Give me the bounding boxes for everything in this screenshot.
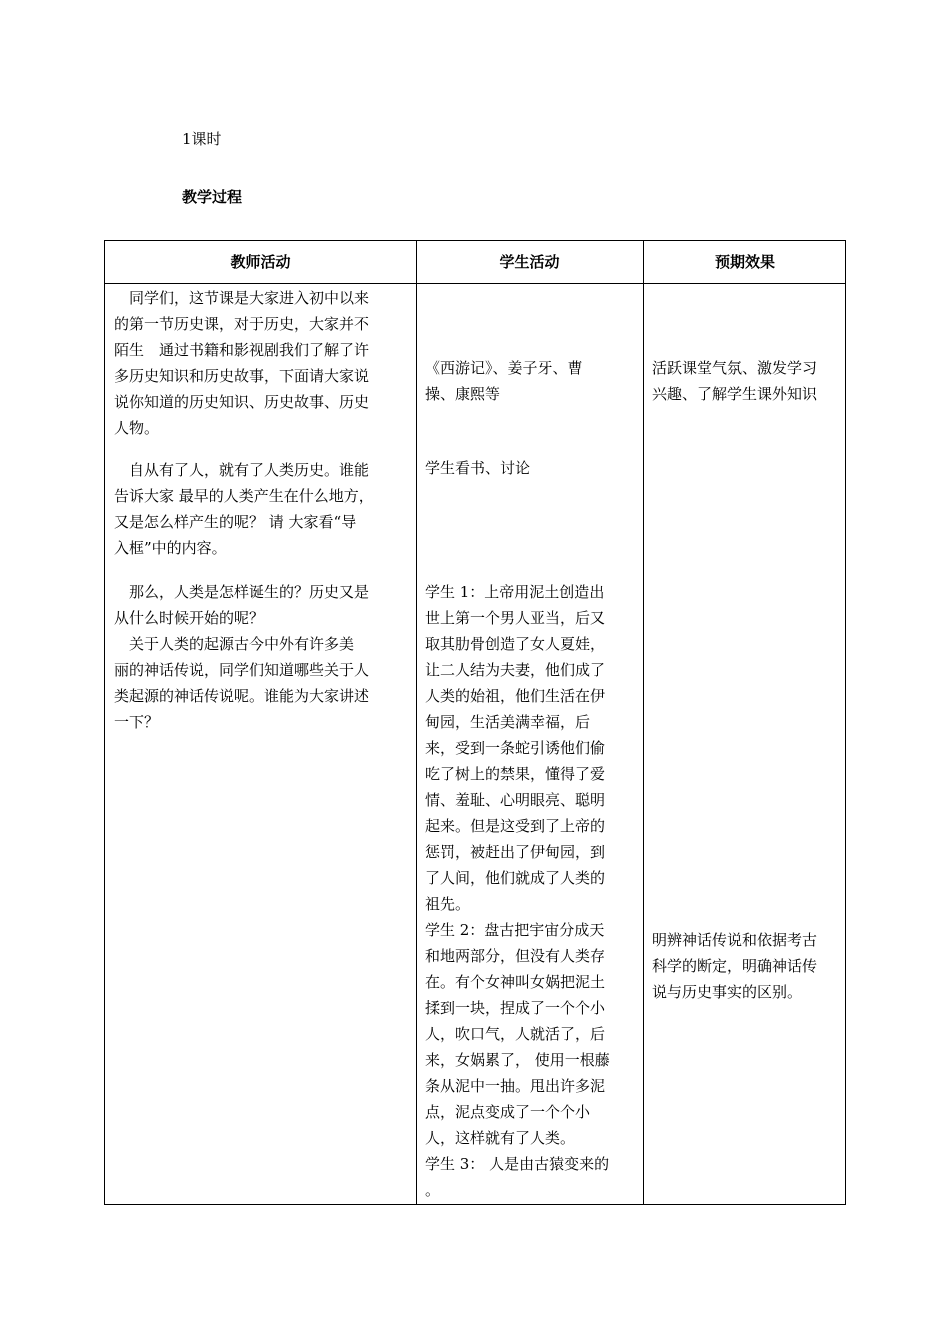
text-line: 了人间，他们就成了人类的 <box>425 869 606 887</box>
text-line: 明辨神话传说和依据考古 <box>652 931 818 949</box>
text-line: 来，女娲累了， 使用一根藤 <box>425 1051 610 1069</box>
header-divider <box>105 283 845 284</box>
text-line: 一下？ <box>114 713 160 731</box>
text-line: 同学们，这节课是大家进入初中以来 <box>114 289 370 307</box>
text-line: 自从有了人，就有了人类历史。谁能 <box>114 461 370 479</box>
text-line: 又是怎么样产生的呢？ 请 大家看“导 <box>114 513 357 531</box>
class-hours: 1课时 <box>182 130 222 148</box>
column-divider <box>643 241 644 1204</box>
teacher-block-3 <box>114 579 369 735</box>
student-block-1 <box>425 355 583 407</box>
text-line: 人，这样就有了人类。 <box>425 1129 576 1147</box>
text-line: 点，泥点变成了一个个小 <box>425 1103 591 1121</box>
text-line: 人物。 <box>114 419 160 437</box>
text-line: 人，吹口气，人就活了，后 <box>425 1025 606 1043</box>
text-line: 人类的始祖，他们生活在伊 <box>425 687 606 705</box>
text-line: 科学的断定，明确神话传 <box>652 957 818 975</box>
lesson-table <box>104 240 846 1205</box>
header-expected-effect: 预期效果 <box>714 253 775 271</box>
text-line: 祖先。 <box>425 895 471 913</box>
effect-block-1 <box>652 355 817 407</box>
header-student-activity: 学生活动 <box>499 253 560 271</box>
text-line: 活跃课堂气氛、激发学习 <box>652 359 818 377</box>
text-line: 多历史知识和历史故事，下面请大家说 <box>114 367 370 385</box>
text-line: 丽的神话传说，同学们知道哪些关于人 <box>114 661 370 679</box>
text-line: 学生 3： 人是由古猿变来的 <box>425 1155 610 1173</box>
text-line: 的第一节历史课，对于历史，大家并不 <box>114 315 370 333</box>
effect-block-2 <box>652 927 817 1005</box>
text-line: 兴趣、了解学生课外知识 <box>652 385 818 403</box>
header-teacher-activity: 教师活动 <box>230 253 291 271</box>
text-line: 让二人结为夫妻，他们成了 <box>425 661 606 679</box>
text-line: 吃了树上的禁果，懂得了爱 <box>425 765 606 783</box>
text-line: 揉到一块，捏成了一个个小 <box>425 999 606 1017</box>
text-line: 甸园，生活美满幸福，后 <box>425 713 591 731</box>
column-divider <box>416 241 417 1204</box>
text-line: 和地两部分，但没有人类存 <box>425 947 606 965</box>
text-line: 从什么时候开始的呢？ <box>114 609 265 627</box>
text-line: 说与历史事实的区别。 <box>652 983 803 1001</box>
text-line: 关于人类的起源古今中外有许多美 <box>114 635 355 653</box>
text-line: 情、羞耻、心明眼亮、聪明 <box>425 791 606 809</box>
text-line: 。 <box>425 1181 441 1199</box>
section-heading: 教学过程 <box>182 188 243 206</box>
text-line: 条从泥中一抽。甩出许多泥 <box>425 1077 606 1095</box>
text-line: 在。有个女神叫女娲把泥土 <box>425 973 606 991</box>
text-line: 那么，人类是怎样诞生的？历史又是 <box>114 583 370 601</box>
text-line: 学生看书、讨论 <box>425 459 531 477</box>
text-line: 说你知道的历史知识、历史故事、历史 <box>114 393 370 411</box>
text-line: 起来。但是这受到了上帝的 <box>425 817 606 835</box>
teacher-block-2 <box>114 457 374 561</box>
student-block-3 <box>425 579 610 1203</box>
text-line: 世上第一个男人亚当，后又 <box>425 609 606 627</box>
text-line: 告诉大家 最早的人类产生在什么地方， <box>114 487 374 505</box>
teacher-block-1 <box>114 285 369 441</box>
text-line: 类起源的神话传说呢。谁能为大家讲述 <box>114 687 370 705</box>
text-line: 陌生 通过书籍和影视剧我们了解了许 <box>114 341 370 359</box>
text-line: 取其肋骨创造了女人夏娃， <box>425 635 606 653</box>
text-line: 操、康熙等 <box>425 385 501 403</box>
text-line: 学生 1：上帝用泥土创造出 <box>425 583 605 601</box>
text-line: 来，受到一条蛇引诱他们偷 <box>425 739 606 757</box>
student-block-2 <box>425 455 530 481</box>
text-line: 学生 2：盘古把宇宙分成天 <box>425 921 605 939</box>
text-line: 《西游记》、姜子牙、曹 <box>425 359 583 377</box>
text-line: 惩罚，被赶出了伊甸园，到 <box>425 843 606 861</box>
text-line: 入框”中的内容。 <box>114 539 227 557</box>
